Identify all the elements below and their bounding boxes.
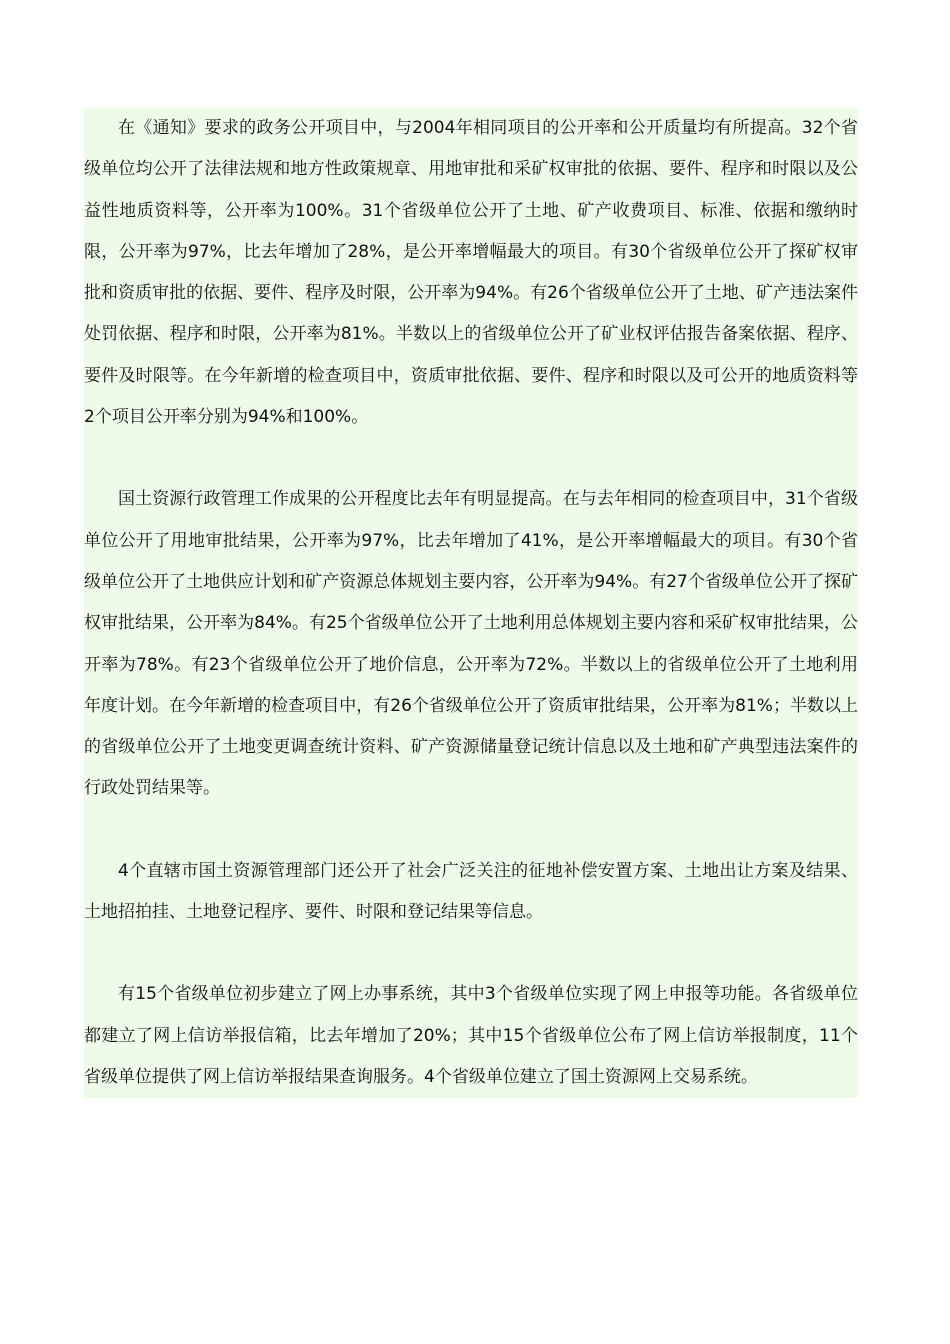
paragraph-gap: [84, 810, 858, 851]
document-body: [84, 108, 858, 1098]
paragraph-disclosure-items: 在《通知》要求的政务公开项目中，与2004年相同项目的公开率和公开质量均有所提高。32个省级单位均公开了法律法规和地方性政策规章、用地审批和采矿权审批的依据、要件、程序和时限以及公益性地质资料等，公开率为100%。31个省级单位公开了土地、矿产收费项目、标准、依据和缴纳时限，公开率为97%，比去年增加了28%，是公开率增幅最大的项目。有30个省级单位公开了探矿权审批和资质审批的依据、要件、程序及时限，公开率为94%。有26个省级单位公开了土地、矿产违法案件处罚依据、程序和时限，公开率为81%。半数以上的省级单位公开了矿业权评估报告备案依据、程序、要件及时限等。在今年新增的检查项目中，资质审批依据、要件、程序和时限以及可公开的地质资料等2个项目公开率分别为94%和100%。: [84, 118, 858, 428]
paragraph-gap: [84, 438, 858, 479]
paragraph-management-results: 国土资源行政管理工作成果的公开程度比去年有明显提高。在与去年相同的检查项目中，31个省级单位公开了用地审批结果，公开率为97%，比去年增加了41%，是公开率增幅最大的项目。有30个省级单位公开了土地供应计划和矿产资源总体规划主要内容，公开率为94%。有27个省级单位公开了探矿权审批结果，公开率为84%。有25个省级单位公开了土地利用总体规划主要内容和采矿权审批结果，公开率为78%。有23个省级单位公开了地价信息，公开率为72%。半数以上的省级单位公开了土地利用年度计划。在今年新增的检查项目中，有26个省级单位公开了资质审批结果，公开率为81%；半数以上的省级单位公开了土地变更调查统计资料、矿产资源储量登记统计信息以及土地和矿产典型违法案件的行政处罚结果等。: [84, 489, 858, 799]
paragraph-gap: [84, 933, 858, 974]
paragraph-municipalities: 4个直辖市国土资源管理部门还公开了社会广泛关注的征地补偿安置方案、土地出让方案及结果、土地招拍挂、土地登记程序、要件、时限和登记结果等信息。: [84, 860, 858, 923]
paragraph-online-systems: 有15个省级单位初步建立了网上办事系统，其中3个省级单位实现了网上申报等功能。各省级单位都建立了网上信访举报信箱，比去年增加了20%；其中15个省级单位公布了网上信访举报制度，11个省级单位提供了网上信访举报结果查询服务。4个省级单位建立了国土资源网上交易系统。: [84, 984, 858, 1087]
